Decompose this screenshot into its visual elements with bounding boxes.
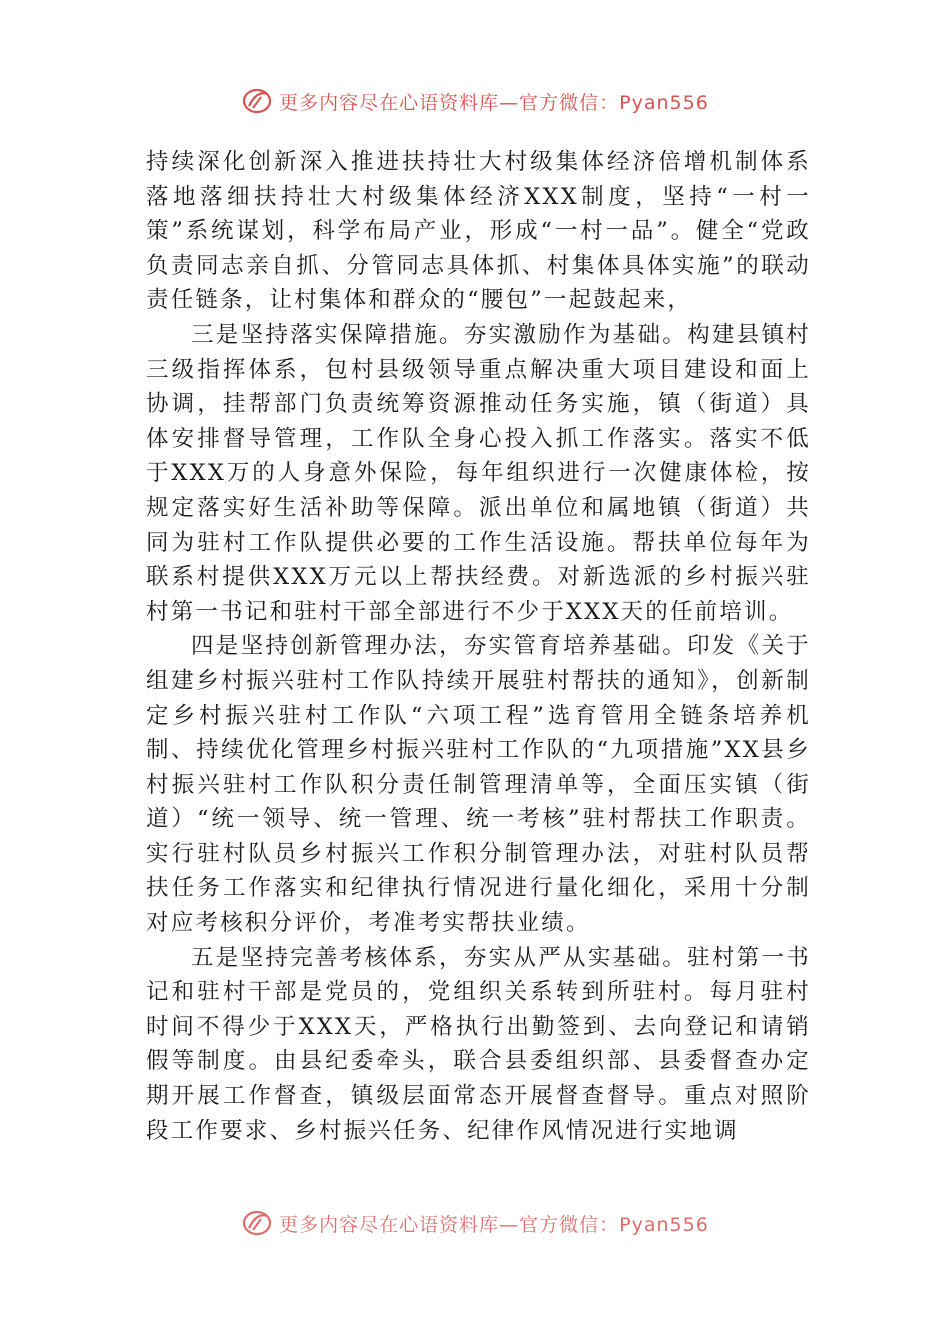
watermark-text: 更多内容尽在心语资料库—官方微信：Pyan556 xyxy=(279,91,709,114)
document-body xyxy=(146,145,811,1148)
paragraph-3: 四是坚持创新管理办法，夯实管育培养基础。印发《关于组建乡村振兴驻村工作队持续开展驻村帮扶的通知》，创新制定乡村振兴驻村工作队“六项工程”选育管用全链条培养机制、持续优化管理乡村振兴驻村工作队的“九项措施”XX县乡村振兴驻村工作队积分责任制管理清单等，全面压实镇（街道）“统一领导、统一管理、统一考核”驻村帮扶工作职责。实行驻村队员乡村振兴工作积分制管理办法，对驻村队员帮扶任务工作落实和纪律执行情况进行量化细化，采用十分制对应考核积分评价，考准考实帮扶业绩。 xyxy=(146,633,811,937)
paragraph-2: 三是坚持落实保障措施。夯实激励作为基础。构建县镇村三级指挥体系，包村县级领导重点解决重大项目建设和面上协调，挂帮部门负责统筹资源推动任务实施，镇（街道）具体安排督导管理，工作队全身心投入抓工作落实。落实不低于XXX万的人身意外保险，每年组织进行一次健康体检，按规定落实好生活补助等保障。派出单位和属地镇（街道）共同为驻村工作队提供必要的工作生活设施。帮扶单位每年为联系村提供XXX万元以上帮扶经费。对新选派的乡村振兴驻村第一书记和驻村干部全部进行不少于XXX天的任前培训。 xyxy=(146,321,811,625)
watermark-header xyxy=(0,86,950,116)
watermark-logo-icon xyxy=(241,86,275,116)
watermark-text: 更多内容尽在心语资料库—官方微信：Pyan556 xyxy=(279,1213,709,1236)
paragraph-4: 五是坚持完善考核体系，夯实从严从实基础。驻村第一书记和驻村干部是党员的，党组织关系转到所驻村。每月驻村时间不得少于XXX天，严格执行出勤签到、去向登记和请销假等制度。由县纪委牵头，联合县委组织部、县委督查办定期开展工作督查，镇级层面常态开展督查督导。重点对照阶段工作要求、乡村振兴任务、纪律作风情况进行实地调 xyxy=(146,944,811,1144)
paragraph-1: 持续深化创新深入推进扶持壮大村级集体经济倍增机制体系落地落细扶持壮大村级集体经济XXX制度，坚持“一村一策”系统谋划，科学布局产业，形成“一村一品”。健全“党政负责同志亲自抓、分管同志具体抓、村集体具体实施”的联动责任链条，让村集体和群众的“腰包”一起鼓起来， xyxy=(146,149,811,314)
watermark-footer xyxy=(0,1208,950,1238)
watermark-logo-icon xyxy=(241,1208,275,1238)
